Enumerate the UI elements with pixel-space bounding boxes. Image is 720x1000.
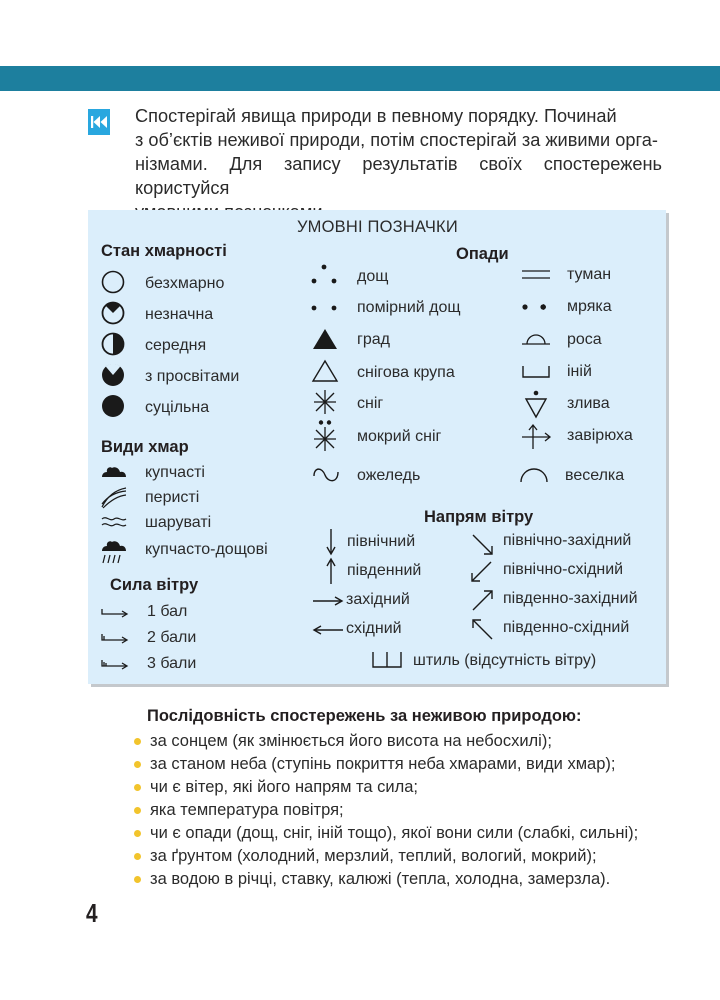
cloudiness-item: безхмарно — [145, 275, 225, 292]
precipitation-item: мряка — [567, 298, 612, 315]
bullet-dot-icon — [134, 830, 141, 837]
cloud-type-item: купчасто-дощові — [145, 541, 268, 558]
wind-strength-item: 3 бали — [147, 655, 197, 672]
sequence-item — [132, 868, 638, 891]
cloudiness-item: суцільна — [145, 399, 210, 416]
rewind-icon — [88, 109, 110, 135]
wind-direction-item: східний — [346, 620, 402, 637]
sequence-item — [132, 822, 638, 845]
bullet-dot-icon — [134, 784, 141, 791]
wind-direction-item: північно-західний — [503, 532, 632, 549]
rainbow-icon — [519, 466, 549, 482]
precipitation-item: дощ — [357, 268, 389, 285]
page-number: 4 — [86, 898, 98, 928]
snow-pellets-icon — [312, 360, 338, 382]
bullet-dot-icon — [134, 738, 141, 745]
precipitation-item: злива — [567, 395, 610, 412]
blizzard-icon — [521, 424, 551, 450]
hail-icon — [312, 328, 338, 350]
glaze-icon — [312, 466, 340, 484]
rain-icon — [310, 264, 338, 286]
wind-direction-item: південний — [347, 562, 422, 579]
sequence-item-text: яка температура повітря; — [150, 801, 344, 819]
sequence-item-text: чи є вітер, які його напрям та сила; — [150, 778, 419, 796]
hoarfrost-icon — [522, 366, 550, 378]
sleet-icon — [313, 420, 337, 452]
arrow-up-icon — [326, 558, 336, 584]
calm-icon — [372, 652, 402, 668]
sequence-item-text: за водою в річці, ставку, калюжі (тепла, холодна, замерзла). — [150, 870, 611, 888]
bullet-dot-icon — [134, 876, 141, 883]
precipitation-item: помірний дощ — [357, 299, 461, 316]
legend-title: УМОВНІ ПОЗНАЧКИ — [297, 218, 458, 236]
cloudiness-item: середня — [145, 337, 207, 354]
sequence-list — [132, 730, 638, 891]
wind-direction-item: південно-західний — [503, 590, 638, 607]
cloud-type-item: купчасті — [145, 464, 205, 481]
cloudiness-item: незначна — [145, 306, 214, 323]
precipitation-item: сніг — [357, 395, 384, 412]
wind-direction-heading: Напрям вітру — [424, 508, 534, 526]
sequence-item-text: чи є опади (дощ, сніг, іній тощо), якої вони сили (слабкі, сильні); — [150, 824, 639, 842]
arrow-left-icon — [313, 625, 343, 635]
filled-circle-icon — [101, 394, 125, 418]
drizzle-icon — [521, 303, 549, 311]
cloudiness-heading: Стан хмарності — [101, 242, 227, 260]
sequence-item — [132, 776, 638, 799]
intro-paragraph — [135, 104, 662, 224]
header-band — [0, 66, 720, 91]
precipitation-item: туман — [567, 266, 612, 283]
wind-strength-heading: Сила вітру — [110, 576, 199, 594]
precipitation-item: град — [357, 331, 390, 348]
wind-direction-calm: штиль (відсутність вітру) — [413, 652, 597, 669]
cloudiness-item: з просвітами — [145, 368, 240, 385]
sequence-item-text: за станом неба (ступінь покриття неба хмарами, види хмар); — [150, 755, 616, 773]
cloud-type-item: перисті — [145, 489, 200, 506]
intro-line: Спостерігай явища природи в певному порядку. Починай — [135, 106, 617, 126]
arrow-down-icon — [326, 529, 336, 555]
bullet-dot-icon — [134, 807, 141, 814]
sequence-item — [132, 753, 638, 776]
dew-icon — [522, 334, 550, 346]
sequence-item — [132, 799, 638, 822]
sequence-title: Послідовність спостережень за неживою природою: — [147, 707, 582, 725]
precipitation-item: іній — [567, 363, 592, 380]
intro-line: з об’єктів неживої природи, потім спостерігай за живими орга- — [135, 130, 658, 150]
wind-strength-item: 1 бал — [147, 603, 188, 620]
precipitation-item: веселка — [565, 467, 625, 484]
cumulonimbus-icon — [101, 538, 127, 564]
precipitation-item: роса — [567, 331, 602, 348]
cloud-types-heading: Види хмар — [101, 438, 189, 456]
cloud-type-item: шаруваті — [145, 514, 212, 531]
shower-icon — [525, 390, 547, 418]
bullet-dot-icon — [134, 761, 141, 768]
arrow-up-right-icon — [472, 589, 494, 611]
snow-icon — [313, 390, 337, 414]
wind-direction-item: південно-східний — [503, 619, 630, 636]
sequence-item-text: за ґрунтом (холодний, мерзлий, теплий, вологий, мокрий); — [150, 847, 597, 865]
arrow-down-left-icon — [470, 561, 492, 583]
circle-gap-icon — [101, 363, 125, 387]
precipitation-heading: Опади — [456, 245, 509, 263]
arrow-right-icon — [313, 596, 343, 606]
circle-top-quarter-icon — [101, 301, 125, 325]
wind-2-icon — [101, 631, 129, 643]
intro-line: нізмами. Для запису результатів своїх спостережень користуйся — [135, 154, 662, 198]
precipitation-item: завірюха — [567, 427, 633, 444]
precipitation-item: ожеледь — [357, 467, 421, 484]
cirrus-icon — [101, 487, 127, 509]
precipitation-item: снігова крупа — [357, 364, 455, 381]
half-circle-icon — [101, 332, 125, 356]
wind-direction-item: північний — [347, 533, 416, 550]
sequence-item — [132, 845, 638, 868]
arrow-up-left-icon — [471, 618, 493, 640]
wind-1-icon — [101, 605, 129, 617]
cumulus-icon — [101, 464, 127, 478]
wind-direction-item: західний — [346, 591, 410, 608]
empty-circle-icon — [101, 270, 125, 294]
arrow-down-right-icon — [472, 534, 494, 556]
precipitation-item: мокрий сніг — [357, 428, 442, 445]
fog-icon — [522, 269, 550, 279]
stratus-icon — [101, 515, 127, 529]
wind-direction-item: північно-східний — [503, 561, 624, 578]
wind-strength-item: 2 бали — [147, 629, 197, 646]
sequence-item — [132, 730, 638, 753]
wind-3-icon — [101, 657, 129, 669]
moderate-rain-icon — [310, 304, 338, 312]
bullet-dot-icon — [134, 853, 141, 860]
sequence-item-text: за сонцем (як змінюється його висота на небосхилі); — [150, 732, 552, 750]
